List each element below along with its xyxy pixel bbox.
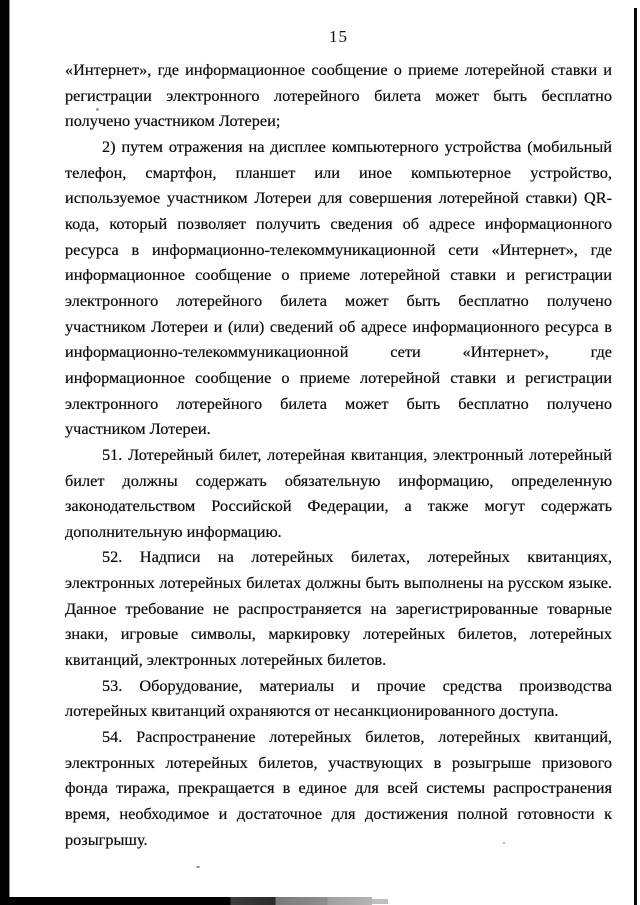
paragraph-item-2: 2) путем отражения на дисплее компьютерного устройства (мобильный телефон, смартфон, планшет или иное компьютерное устройство, используемое участником Лотереи для совершения лотерейной ставки) QR-кода, который позволяет получить сведения об адресе информационного ресурса в информационно-телекоммуникационной сети «Интернет», где информационное сообщение о приеме лотерейной ставки и регистрации электронного лотерейного билета может быть бесплатно получено участником Лотереи и (или) сведений об адресе информационного ресурса в информационно-телекоммуникационной сети «Интернет», где информационное сообщение о приеме лотерейной ставки и регистрации электронного лотерейного билета может быть бесплатно получено участником Лотереи. <box>65 136 612 439</box>
page-number: 15 <box>329 27 348 46</box>
text-block <box>65 57 612 852</box>
bottom-scan-bar-tail <box>372 899 388 904</box>
paragraph-clause-54: 54. Распространение лотерейных билетов, лотерейных квитанций, электронных лотерейных билетов, участвующих в розыгрыше призового фонда тиража, прекращается в единое для всей системы распространения время, необходимое и достаточное для достижения полной готовности к розыгрышу. <box>65 727 612 849</box>
paragraph-clause-53: 53. Оборудование, материалы и прочие средства производства лотерейных квитанций охраняются от несанкционированного доступа. <box>65 675 612 721</box>
paragraph-clause-51: 51. Лотерейный билет, лотерейная квитанция, электронный лотерейный билет должны содержать обязательную информацию, определенную законодательством Российской Федерации, а также могут содержать дополнительную информацию. <box>65 444 612 541</box>
paragraph-clause-52: 52. Надписи на лотерейных билетах, лотерейных квитанциях, электронных лотерейных билетах должны быть выполнены на русском языке. Данное требование не распространяется на зарегистрированные товарные знаки, игровые символы, маркировку лотерейных билетов, лотерейных квитанций, электронных лотерейных билетов. <box>65 547 612 670</box>
left-scan-border <box>0 0 9 905</box>
right-scan-border <box>634 8 637 905</box>
bottom-scan-bar <box>0 897 372 905</box>
paragraph-continuation: «Интернет», где информационное сообщение о приеме лотерейной ставки и регистрации электронного лотерейного билета может быть бесплатно получено участником Лотереи; <box>65 60 612 131</box>
scan-speck <box>196 866 200 868</box>
